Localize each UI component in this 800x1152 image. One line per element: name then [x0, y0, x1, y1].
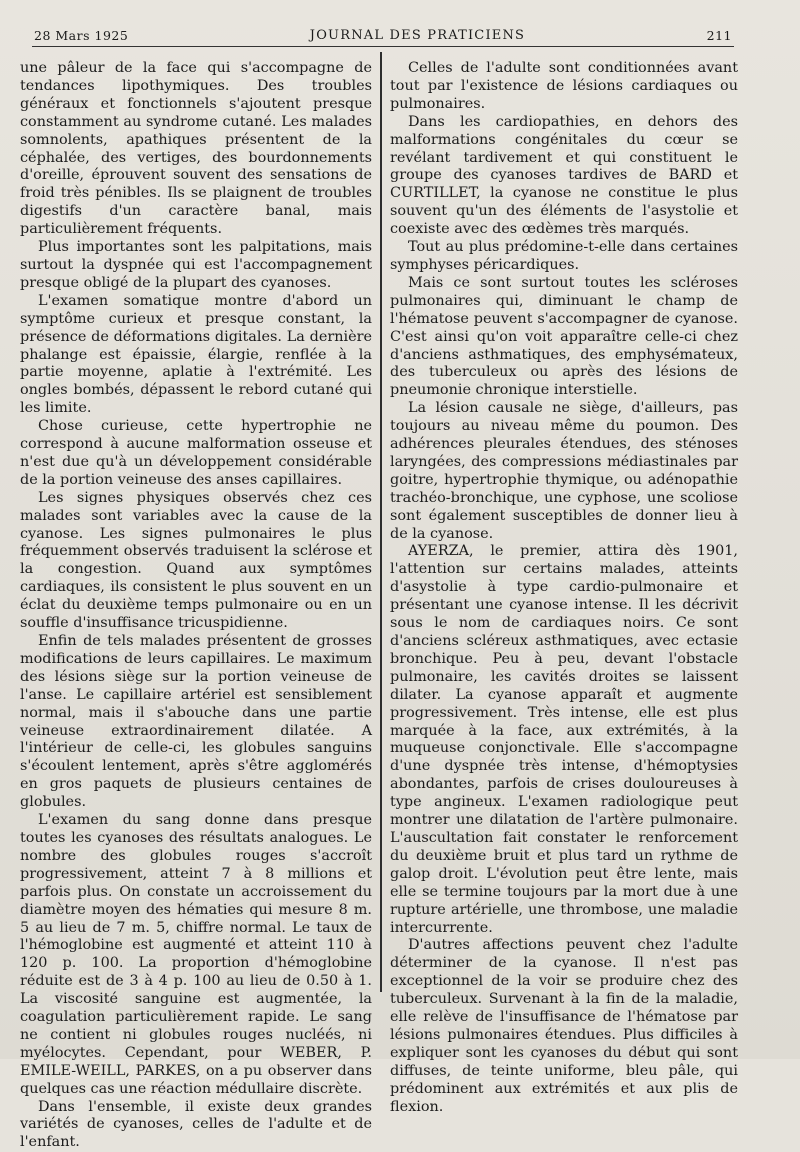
header-date: 28 Mars 1925	[34, 27, 129, 43]
paragraph: Celles de l'adulte sont conditionnées avant tout par l'existence de lésions cardiaques ou pulmonaires.	[390, 60, 738, 112]
paragraph: Mais ce sont surtout toutes les scléroses pulmonaires qui, diminuant le champ de l'hématose peuvent s'accompagner de cyanose. C'est ainsi qu'on voit apparaître celle-ci chez d'anciens asthmatiques, des emphysémateux, des tuberculeux ou après des lésions de pneumonie chronique interstielle.	[390, 274, 738, 399]
paragraph: Plus importantes sont les palpitations, mais surtout la dyspnée qui est l'accompagnement presque obligé de la plupart des cyanoses.	[20, 239, 372, 291]
paragraph: L'examen du sang donne dans presque toutes les cyanoses des résultats analogues. Le nombre des globules rouges s'accroît progressivement, atteint 7 à 8 millions et parfois plus. On constate un accroissement du diamètre moyen des hématies qui mesure 8 m. 5 au lieu de 7 m. 5, chiffre normal. Le taux de l'hémoglobine est augmenté et atteint 110 à 120 p. 100. La proportion d'hémoglobine réduite est de 3 à 4 p. 100 au lieu de 0.50 à 1. La viscosité sanguine est augmentée, la coagulation particulièrement rapide. Le sang ne contient ni globules rouges nucléés, ni myélocytes. Cependant, pour WEBER, P. EMILE-WEILL, PARKES, on a pu observer dans quelques cas une réaction médullaire discrète.	[20, 812, 372, 1097]
paragraph: La lésion causale ne siège, d'ailleurs, pas toujours au niveau même du poumon. Des adhérences pleurales étendues, des sténoses laryngées, des compressions médiastinales par goitre, hypertrophie thymique, ou adénopathie trachéo-bronchique, une cyphose, une scoliose sont également susceptibles de donner lieu à de la cyanose.	[390, 400, 738, 542]
page-number: 211	[706, 27, 732, 43]
journal-title: JOURNAL DES PRATICIENS	[309, 27, 526, 43]
paragraph: Les signes physiques observés chez ces malades sont variables avec la cause de la cyanose. Les signes pulmonaires le plus fréquemment observés traduisent la sclérose et la congestion. Quand aux symptômes cardiaques, ils consistent le plus souvent en un éclat du deuxième temps pulmonaire ou en un souffle d'insuffisance tricuspidienne.	[20, 489, 372, 632]
right-column	[390, 60, 738, 1116]
paragraph: Enfin de tels malades présentent de grosses modifications de leurs capillaires. Le maximum des lésions siège sur la portion veineuse de l'anse. Le capillaire artériel est sensiblement normal, mais il s'abouche dans une partie veineuse extraordinairement dilatée. A l'intérieur de celle-ci, les globules sanguins s'écoulent lentement, après s'être agglomérés en gros paquets de plusieurs centaines de globules.	[20, 633, 372, 811]
page-header	[34, 24, 732, 46]
paragraph: AYERZA, le premier, attira dès 1901, l'attention sur certains malades, atteints d'asystolie à type cardio-pulmonaire et présentant une cyanose intense. Il les décrivit sous le nom de cardiaques noirs. Ce sont d'anciens scléreux asthmatiques, avec ectasie bronchique. Peu à peu, devant l'obstacle pulmonaire, les cavités droites se laissent dilater. La cyanose apparaît et augmente progressivement. Très intense, elle est plus marquée à la face, aux extrémités, à la muqueuse conjonctivale. Elle s'accompagne d'une dyspnée très intense, d'hémoptysies abondantes, parfois de crises douloureuses à type angineux. L'examen radiologique peut montrer une dilatation de l'artère pulmonaire. L'auscultation fait constater le renforcement du deuxième bruit et plus tard un rythme de galop droit. L'évolution peut être lente, mais elle se termine toujours par la mort due à une rupture artérielle, une thrombose, une maladie intercurrente.	[390, 543, 738, 936]
paragraph: Tout au plus prédomine-t-elle dans certaines symphyses péricardiques.	[390, 239, 738, 273]
header-rule	[32, 46, 734, 47]
left-column	[20, 60, 372, 1152]
column-divider	[380, 52, 382, 992]
paragraph: L'examen somatique montre d'abord un symptôme curieux et presque constant, la présence de déformations digitales. La dernière phalange est épaissie, élargie, renflée à la partie moyenne, aplatie à l'extrémité. Les ongles bombés, dépassent le rebord cutané qui les limite.	[20, 292, 372, 417]
paragraph: D'autres affections peuvent chez l'adulte déterminer de la cyanose. Il n'est pas exceptionnel de la voir se produire chez des tuberculeux. Survenant à la fin de la maladie, elle relève de l'insuffisance de l'hématose par lésions pulmonaires étendues. Plus difficiles à expliquer sont les cyanoses du début qui sont diffuses, de teinte uniforme, bleu pâle, qui prédominent aux extrémités et aux plis de flexion.	[390, 937, 738, 1115]
paragraph: Chose curieuse, cette hypertrophie ne correspond à aucune malformation osseuse et n'est due qu'à un développement considérable de la portion veineuse des anses capillaires.	[20, 418, 372, 488]
paragraph: une pâleur de la face qui s'accompagne de tendances lipothymiques. Des troubles généraux et fonctionnels s'ajoutent presque constamment au syndrome cutané. Les malades somnolents, apathiques présentent de la céphalée, des vertiges, des bourdonnements d'oreille, éprouvent souvent des sensations de froid très pénibles. Ils se plaignent de troubles digestifs d'un caractère banal, mais particulièrement fréquents.	[20, 60, 372, 238]
paragraph: Dans l'ensemble, il existe deux grandes variétés de cyanoses, celles de l'adulte et de l'enfant.	[20, 1098, 372, 1151]
paragraph: Dans les cardiopathies, en dehors des malformations congénitales du cœur se revélant tardivement et qui constituent le groupe des cyanoses tardives de BARD et CURTILLET, la cyanose ne constitue le plus souvent qu'un des éléments de l'asystolie et coexiste avec des œdèmes très marqués.	[390, 113, 738, 238]
